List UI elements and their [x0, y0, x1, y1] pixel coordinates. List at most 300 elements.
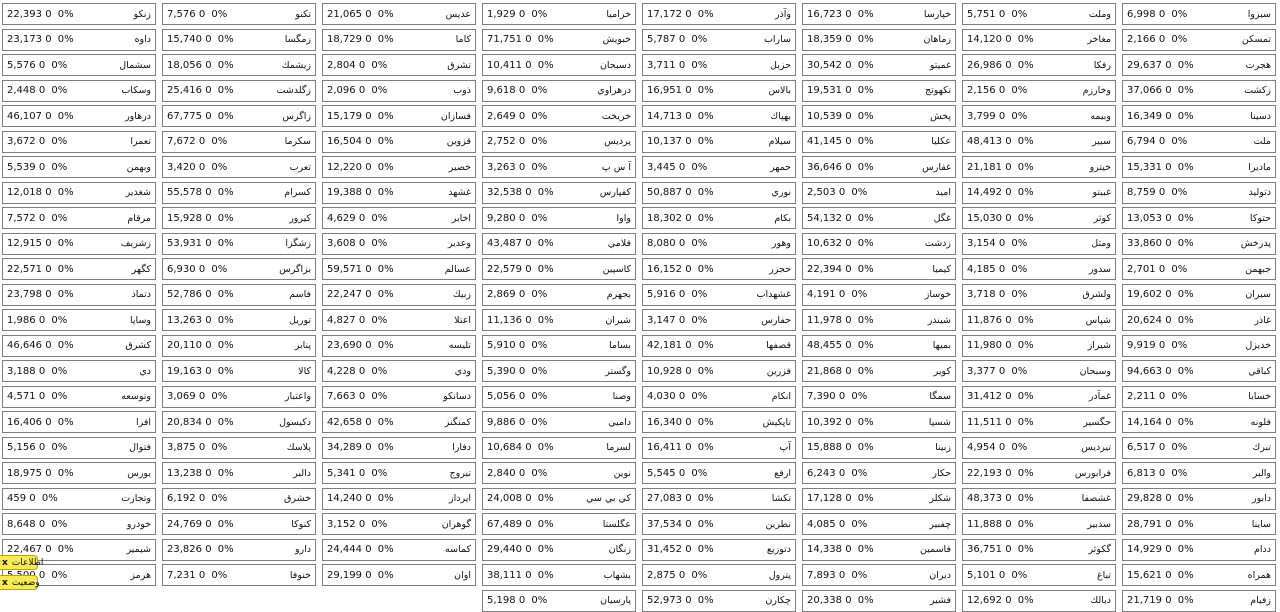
symbol-change: 0	[1005, 416, 1012, 428]
symbol-cell[interactable]	[1122, 590, 1276, 612]
symbol-name: دارو	[294, 544, 311, 555]
symbol-cell[interactable]	[2, 462, 156, 484]
symbol-volume: 4,228	[327, 365, 356, 377]
symbol-cell[interactable]	[1122, 284, 1276, 306]
symbol-cell[interactable]	[962, 29, 1116, 51]
symbol-name: فاسمين	[920, 544, 951, 555]
symbol-change: 0	[845, 8, 852, 20]
symbol-change-percent: 0%	[217, 340, 234, 351]
symbol-cell[interactable]	[322, 105, 476, 127]
symbol-volume: 14,492	[967, 187, 1002, 198]
symbol-cell[interactable]	[802, 513, 956, 535]
symbol-cell[interactable]	[322, 54, 476, 76]
symbol-name: فسازان	[440, 110, 471, 122]
symbol-values	[1127, 442, 1187, 453]
symbol-change: 0	[205, 340, 212, 351]
symbol-cell[interactable]	[962, 513, 1116, 535]
symbol-cell[interactable]	[1122, 539, 1276, 561]
symbol-cell[interactable]	[642, 182, 796, 204]
symbol-cell[interactable]	[642, 309, 796, 331]
symbol-cell[interactable]	[2, 335, 156, 357]
symbol-name: نوين	[613, 467, 631, 479]
symbol-values	[967, 289, 1027, 300]
symbol-cell[interactable]	[2, 80, 156, 102]
symbol-volume: 15,331	[1127, 161, 1162, 173]
symbol-cell[interactable]	[2, 386, 156, 408]
symbol-cell[interactable]	[1122, 258, 1276, 280]
symbol-change-percent: 0%	[697, 187, 714, 198]
symbol-cell[interactable]	[642, 564, 796, 586]
symbol-cell[interactable]	[1122, 207, 1276, 229]
symbol-cell[interactable]	[802, 80, 956, 102]
symbol-volume: 10,392	[807, 416, 842, 428]
symbol-cell[interactable]	[642, 156, 796, 178]
symbol-change-percent: 0%	[531, 212, 548, 224]
symbol-cell[interactable]	[322, 258, 476, 280]
symbol-cell[interactable]	[482, 437, 636, 459]
symbol-change-percent: 0%	[857, 85, 874, 96]
symbol-change-percent: 0%	[1017, 161, 1034, 173]
symbol-cell[interactable]	[962, 233, 1116, 255]
symbol-change-percent: 0%	[697, 365, 714, 377]
symbol-cell[interactable]	[1122, 233, 1276, 255]
symbol-values	[167, 417, 234, 428]
symbol-cell[interactable]	[642, 258, 796, 280]
symbol-cell[interactable]	[962, 105, 1116, 127]
symbol-change: 0	[45, 263, 52, 275]
symbol-values	[327, 162, 394, 173]
symbol-cell[interactable]	[2, 488, 156, 510]
symbol-cell[interactable]	[962, 54, 1116, 76]
symbol-cell[interactable]	[162, 488, 316, 510]
symbol-cell[interactable]	[1122, 564, 1276, 586]
symbol-cell[interactable]	[802, 207, 956, 229]
symbol-cell[interactable]	[802, 156, 956, 178]
symbol-change: 0	[685, 187, 692, 198]
symbol-cell[interactable]	[482, 411, 636, 433]
symbol-cell[interactable]	[2, 105, 156, 127]
symbol-cell[interactable]	[1122, 335, 1276, 357]
symbol-cell[interactable]	[1122, 488, 1276, 510]
symbol-volume: 15,030	[967, 212, 1002, 224]
symbol-cell[interactable]	[642, 207, 796, 229]
symbol-cell[interactable]	[962, 131, 1116, 153]
symbol-cell[interactable]	[642, 539, 796, 561]
symbol-cell[interactable]	[322, 360, 476, 382]
symbol-cell[interactable]	[162, 360, 316, 382]
symbol-change-percent: 0%	[217, 544, 234, 555]
symbol-cell[interactable]	[642, 386, 796, 408]
symbol-cell[interactable]	[322, 386, 476, 408]
symbol-name: وگستر	[605, 365, 631, 377]
symbol-cell[interactable]	[322, 29, 476, 51]
symbol-cell[interactable]	[162, 156, 316, 178]
symbol-cell[interactable]	[802, 3, 956, 25]
symbol-change-percent: 0%	[371, 365, 388, 377]
symbol-cell[interactable]	[322, 207, 476, 229]
symbol-change-percent: 0%	[1177, 518, 1194, 530]
symbol-cell[interactable]	[802, 182, 956, 204]
symbol-cell[interactable]	[642, 233, 796, 255]
symbol-cell[interactable]	[162, 80, 316, 102]
symbol-values	[647, 417, 714, 428]
symbol-cell[interactable]	[802, 233, 956, 255]
symbol-cell[interactable]	[962, 335, 1116, 357]
symbol-values	[1127, 34, 1187, 45]
symbol-cell[interactable]	[162, 309, 316, 331]
symbol-cell[interactable]	[1122, 54, 1276, 76]
symbol-cell[interactable]	[802, 590, 956, 612]
symbol-cell[interactable]	[802, 54, 956, 76]
symbol-values	[807, 162, 874, 173]
symbol-cell[interactable]	[802, 284, 956, 306]
symbol-cell[interactable]	[1122, 309, 1276, 331]
symbol-cell[interactable]	[1122, 80, 1276, 102]
symbol-cell[interactable]	[642, 131, 796, 153]
symbol-cell[interactable]	[322, 233, 476, 255]
close-icon[interactable]: x	[2, 557, 8, 568]
symbol-change: 0	[1158, 391, 1166, 402]
symbol-change-percent: 0%	[537, 518, 554, 530]
symbol-cell[interactable]	[802, 539, 956, 561]
symbol-cell[interactable]	[322, 411, 476, 433]
symbol-cell[interactable]	[1122, 156, 1276, 178]
symbol-cell[interactable]	[162, 513, 316, 535]
symbol-cell[interactable]	[2, 182, 156, 204]
symbol-volume: 34,289	[327, 442, 362, 453]
symbol-cell[interactable]	[2, 258, 156, 280]
symbol-cell[interactable]	[162, 258, 316, 280]
symbol-cell[interactable]	[482, 590, 636, 612]
symbol-volume: 5,751	[967, 8, 996, 20]
symbol-change-percent: 0%	[1011, 289, 1028, 300]
symbol-cell[interactable]	[2, 207, 156, 229]
symbol-name: حجزر	[769, 263, 791, 275]
symbol-cell[interactable]	[962, 80, 1116, 102]
symbol-cell[interactable]	[642, 462, 796, 484]
symbol-cell[interactable]	[642, 335, 796, 357]
symbol-volume: 10,137	[647, 136, 682, 147]
symbol-volume: 15,179	[327, 110, 362, 122]
symbol-volume: 3,718	[967, 289, 996, 300]
symbol-cell[interactable]	[482, 207, 636, 229]
symbol-cell[interactable]	[482, 488, 636, 510]
symbol-cell[interactable]	[802, 360, 956, 382]
symbol-cell[interactable]	[802, 258, 956, 280]
symbol-values	[487, 417, 547, 428]
symbol-volume: 11,511	[967, 416, 1002, 428]
symbol-name: سشمال	[119, 59, 151, 71]
symbol-cell[interactable]	[322, 284, 476, 306]
symbol-cell[interactable]	[802, 564, 956, 586]
symbol-change: 0	[45, 467, 52, 479]
symbol-cell[interactable]	[482, 80, 636, 102]
symbol-cell[interactable]	[802, 335, 956, 357]
status-tab[interactable]	[0, 575, 38, 590]
symbol-cell[interactable]	[2, 411, 156, 433]
symbol-change-percent: 0%	[371, 85, 388, 96]
symbol-cell[interactable]	[322, 182, 476, 204]
symbol-cell[interactable]	[322, 488, 476, 510]
info-tab[interactable]	[0, 555, 44, 570]
symbol-name: خنوفا	[289, 569, 311, 581]
symbol-name: دابور	[1251, 493, 1271, 504]
symbol-cell[interactable]	[2, 156, 156, 178]
symbol-cell[interactable]	[2, 513, 156, 535]
symbol-change: 0	[518, 85, 526, 96]
symbol-cell[interactable]	[1122, 29, 1276, 51]
symbol-cell[interactable]	[482, 564, 636, 586]
symbol-change-percent: 0%	[697, 493, 714, 504]
symbol-cell[interactable]	[482, 258, 636, 280]
symbol-cell[interactable]	[962, 309, 1116, 331]
symbol-cell[interactable]	[482, 182, 636, 204]
symbol-values	[807, 544, 874, 555]
symbol-cell[interactable]	[802, 309, 956, 331]
symbol-cell[interactable]	[322, 462, 476, 484]
symbol-cell[interactable]	[962, 3, 1116, 25]
symbol-change-percent: 0%	[531, 416, 548, 428]
symbol-cell[interactable]	[2, 233, 156, 255]
symbol-name: زبيك	[452, 289, 471, 300]
symbol-change-percent: 0%	[371, 59, 388, 71]
symbol-cell[interactable]	[322, 156, 476, 178]
symbol-cell[interactable]	[482, 156, 636, 178]
symbol-name: سيلام	[768, 136, 791, 147]
symbol-name: پدرخش	[1240, 238, 1271, 249]
symbol-name: غفارس	[922, 161, 951, 173]
symbol-cell[interactable]	[162, 29, 316, 51]
symbol-cell[interactable]	[642, 360, 796, 382]
symbol-cell[interactable]	[802, 437, 956, 459]
symbol-name: زبينا	[935, 442, 951, 453]
symbol-name: بزاگرس	[279, 263, 311, 275]
symbol-cell[interactable]	[962, 386, 1116, 408]
symbol-cell[interactable]	[482, 360, 636, 382]
symbol-cell[interactable]	[162, 437, 316, 459]
symbol-cell[interactable]	[482, 54, 636, 76]
symbol-cell[interactable]	[482, 105, 636, 127]
symbol-cell[interactable]	[482, 386, 636, 408]
symbol-cell[interactable]	[322, 3, 476, 25]
symbol-volume: 32,538	[487, 187, 522, 198]
symbol-cell[interactable]	[802, 462, 956, 484]
symbol-cell[interactable]	[1122, 182, 1276, 204]
symbol-cell[interactable]	[162, 411, 316, 433]
symbol-change-percent: 0%	[1017, 212, 1034, 224]
symbol-cell[interactable]	[2, 309, 156, 331]
symbol-values	[167, 136, 227, 147]
symbol-cell[interactable]	[162, 539, 316, 561]
symbol-cell[interactable]	[322, 437, 476, 459]
symbol-cell[interactable]	[642, 411, 796, 433]
symbol-cell[interactable]	[482, 29, 636, 51]
symbol-cell[interactable]	[802, 105, 956, 127]
symbol-cell[interactable]	[2, 437, 156, 459]
symbol-cell[interactable]	[802, 29, 956, 51]
symbol-name: سكرما	[284, 136, 311, 147]
symbol-cell[interactable]	[962, 564, 1116, 586]
symbol-cell[interactable]	[962, 411, 1116, 433]
symbol-cell[interactable]	[322, 564, 476, 586]
symbol-volume: 19,163	[167, 365, 202, 377]
symbol-volume: 9,886	[487, 416, 516, 428]
symbol-volume: 5,545	[647, 467, 676, 479]
symbol-cell[interactable]	[322, 80, 476, 102]
symbol-cell[interactable]	[1122, 386, 1276, 408]
symbol-cell[interactable]	[1122, 513, 1276, 535]
symbol-cell[interactable]	[162, 335, 316, 357]
symbol-cell[interactable]	[482, 131, 636, 153]
symbol-cell[interactable]	[162, 3, 316, 25]
symbol-name: بكام	[774, 212, 791, 224]
symbol-cell[interactable]	[2, 54, 156, 76]
symbol-cell[interactable]	[162, 182, 316, 204]
symbol-cell[interactable]	[162, 284, 316, 306]
symbol-cell[interactable]	[1122, 462, 1276, 484]
symbol-change-percent: 0%	[217, 34, 234, 45]
symbol-cell[interactable]	[962, 360, 1116, 382]
symbol-volume: 16,411	[647, 442, 682, 453]
symbol-cell[interactable]	[1122, 131, 1276, 153]
symbol-cell[interactable]	[962, 437, 1116, 459]
symbol-cell[interactable]	[642, 437, 796, 459]
symbol-cell[interactable]	[2, 131, 156, 153]
symbol-cell[interactable]	[962, 258, 1116, 280]
symbol-name: سبير	[1092, 136, 1111, 147]
symbol-change-percent: 0%	[1171, 8, 1188, 20]
symbol-cell[interactable]	[802, 411, 956, 433]
symbol-name: تعرب	[289, 161, 311, 173]
symbol-values	[647, 493, 714, 504]
symbol-cell[interactable]	[162, 233, 316, 255]
symbol-cell[interactable]	[482, 539, 636, 561]
symbol-cell[interactable]	[962, 156, 1116, 178]
symbol-values	[327, 238, 387, 249]
symbol-cell[interactable]	[2, 284, 156, 306]
symbol-cell[interactable]	[962, 207, 1116, 229]
symbol-cell[interactable]	[482, 462, 636, 484]
symbol-change: 0	[205, 365, 212, 377]
symbol-change: 0	[1165, 365, 1172, 377]
symbol-cell[interactable]	[162, 564, 316, 586]
symbol-volume: 16,723	[807, 8, 842, 20]
symbol-name: زكشت	[1244, 85, 1271, 96]
symbol-cell[interactable]	[482, 309, 636, 331]
close-icon[interactable]: x	[2, 577, 8, 588]
symbol-values	[967, 264, 1027, 275]
symbol-cell[interactable]	[642, 284, 796, 306]
symbol-cell[interactable]	[802, 386, 956, 408]
symbol-name: همراه	[1247, 569, 1271, 581]
symbol-values	[967, 391, 1034, 402]
symbol-cell[interactable]	[642, 513, 796, 535]
symbol-change-percent: 0%	[697, 595, 714, 606]
symbol-cell[interactable]	[482, 513, 636, 535]
symbol-cell[interactable]	[162, 462, 316, 484]
symbol-cell[interactable]	[642, 3, 796, 25]
symbol-cell[interactable]	[642, 590, 796, 612]
symbol-cell[interactable]	[482, 233, 636, 255]
symbol-values	[327, 187, 394, 198]
symbol-cell[interactable]	[962, 284, 1116, 306]
symbol-cell[interactable]	[1122, 105, 1276, 127]
symbol-cell[interactable]	[962, 488, 1116, 510]
symbol-cell[interactable]	[322, 513, 476, 535]
symbol-cell[interactable]	[162, 105, 316, 127]
symbol-name: كوثر	[1093, 212, 1111, 224]
symbol-name: حتوكا	[1249, 212, 1271, 224]
symbol-change: 0	[845, 493, 852, 504]
symbol-cell[interactable]	[962, 590, 1116, 612]
symbol-values	[487, 162, 547, 173]
symbol-cell[interactable]	[642, 488, 796, 510]
symbol-cell[interactable]	[2, 3, 156, 25]
symbol-cell[interactable]	[642, 29, 796, 51]
symbol-cell[interactable]	[2, 29, 156, 51]
symbol-volume: 3,445	[647, 161, 676, 173]
symbol-cell[interactable]	[162, 131, 316, 153]
symbol-cell[interactable]	[962, 462, 1116, 484]
symbol-change: 0	[678, 467, 686, 479]
symbol-cell[interactable]	[322, 335, 476, 357]
symbol-values	[647, 340, 714, 351]
symbol-change-percent: 0%	[537, 314, 554, 326]
symbol-cell[interactable]	[162, 54, 316, 76]
symbol-cell[interactable]	[482, 284, 636, 306]
symbol-name: كوير	[933, 365, 951, 377]
symbol-cell[interactable]	[802, 131, 956, 153]
symbol-change: 0	[205, 110, 212, 122]
symbol-cell[interactable]	[1122, 3, 1276, 25]
symbol-cell[interactable]	[642, 80, 796, 102]
symbol-cell[interactable]	[162, 386, 316, 408]
symbol-cell[interactable]	[642, 54, 796, 76]
symbol-change: 0	[29, 493, 36, 504]
symbol-name: نطرين	[765, 518, 791, 530]
symbol-cell[interactable]	[482, 3, 636, 25]
symbol-values	[647, 85, 714, 96]
symbol-cell[interactable]	[322, 309, 476, 331]
symbol-cell[interactable]	[322, 539, 476, 561]
symbol-cell[interactable]	[322, 131, 476, 153]
symbol-cell[interactable]	[1122, 437, 1276, 459]
symbol-volume: 7,572	[7, 212, 36, 224]
symbol-name: وتجارت	[121, 493, 151, 504]
symbol-change-percent: 0%	[217, 416, 234, 428]
symbol-name: وبهمن	[126, 161, 151, 173]
symbol-change: 0	[525, 59, 532, 71]
symbol-cell[interactable]	[1122, 360, 1276, 382]
symbol-name: كاما	[455, 34, 471, 45]
symbol-cell[interactable]	[962, 182, 1116, 204]
symbol-cell[interactable]	[482, 335, 636, 357]
symbol-name: كباقي	[1248, 365, 1271, 377]
symbol-cell[interactable]	[962, 539, 1116, 561]
symbol-change: 0	[685, 442, 692, 453]
symbol-cell[interactable]	[162, 207, 316, 229]
symbol-volume: 18,975	[7, 467, 42, 479]
symbol-cell[interactable]	[2, 360, 156, 382]
symbol-cell[interactable]	[1122, 411, 1276, 433]
symbol-volume: 29,637	[1127, 59, 1162, 71]
symbol-volume: 4,185	[967, 263, 996, 275]
symbol-change: 0	[678, 238, 686, 249]
symbol-change-percent: 0%	[857, 263, 874, 275]
symbol-cell[interactable]	[802, 488, 956, 510]
symbol-name: سبزوا	[1247, 8, 1271, 20]
symbol-cell[interactable]	[642, 105, 796, 127]
